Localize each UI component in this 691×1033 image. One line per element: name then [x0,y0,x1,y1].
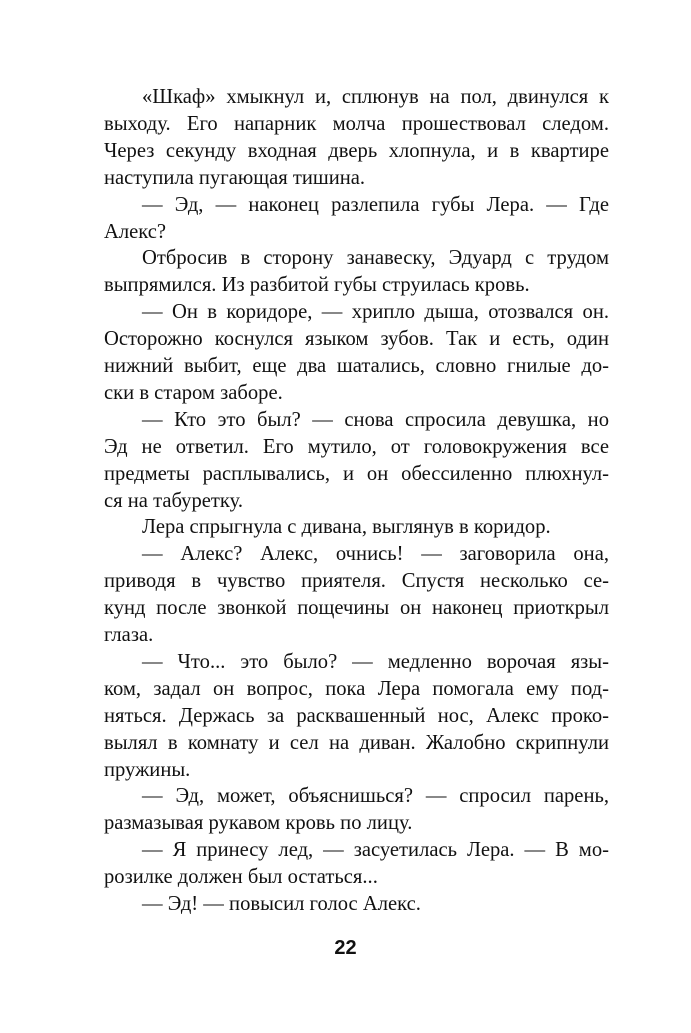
text-line: пружины. [104,758,191,781]
text-line: — Эд, может, объяснишься? — спросил парень, [142,785,609,808]
text-line: Через секунду входная дверь хлопнула, и в квартире [104,139,609,162]
text-line: размазывая рукавом кровь по лицу. [104,812,413,835]
text-line: ком, задал он вопрос, пока Лера помогала ему под- [104,677,609,700]
text-line: — Он в коридоре, — хрипло дыша, отозвался он. [142,301,609,324]
text-line: ски в старом заборе. [104,381,283,404]
text-line: «Шкаф» хмыкнул и, сплюнув на пол, двинулся к [142,86,609,108]
text-line: вылял в комнату и сел на диван. Жалобно скрипнули [104,731,609,754]
text-line: Алекс? [104,220,167,243]
text-line: глаза. [104,624,154,646]
text-line: — Я принесу лед, — засуетилась Лера. — В мо- [142,839,609,862]
text-line: нижний выбит, еще два шатались, словно гнилые до- [104,355,609,377]
text-line: — Кто это был? — снова спросила девушка, но [142,408,609,431]
text-line: — Алекс? Алекс, очнись! — заговорила она, [142,543,609,566]
text-line: Отбросив в сторону занавеску, Эдуард с трудом [142,247,609,270]
text-line: приводя в чувство приятеля. Спустя несколько се- [104,570,609,593]
text-line: — Эд! — повысил голос Алекс. [142,893,421,915]
text-line: Эд не ответил. Его мутило, от головокружения все [104,435,609,458]
text-line: ся на табуретку. [104,489,243,512]
text-line: кунд после звонкой пощечины он наконец приоткрыл [104,597,609,620]
text-line: — Эд, — наконец разлепила губы Лера. — Где [142,193,609,216]
text-line: наступила пугающая тишина. [104,166,366,189]
text-line: выходу. Его напарник молча прошествовал следом. [104,112,609,135]
book-page-text [104,84,609,934]
page-number: 22 [334,937,357,959]
text-line: выпрямился. Из разбитой губы струилась кровь. [104,274,530,297]
text-line: Осторожно коснулся языком зубов. Так и есть, один [104,328,609,351]
text-line: Лера спрыгнула с дивана, выглянув в коридор. [142,516,551,539]
text-line: предметы расплывались, и он обессиленно плюхнул- [104,462,609,485]
text-line: няться. Держась за расквашенный нос, Алекс проко- [104,704,609,727]
text-line: — Что... это было? — медленно ворочая язы- [142,650,609,673]
text-line: розилке должен был остаться... [104,866,378,889]
